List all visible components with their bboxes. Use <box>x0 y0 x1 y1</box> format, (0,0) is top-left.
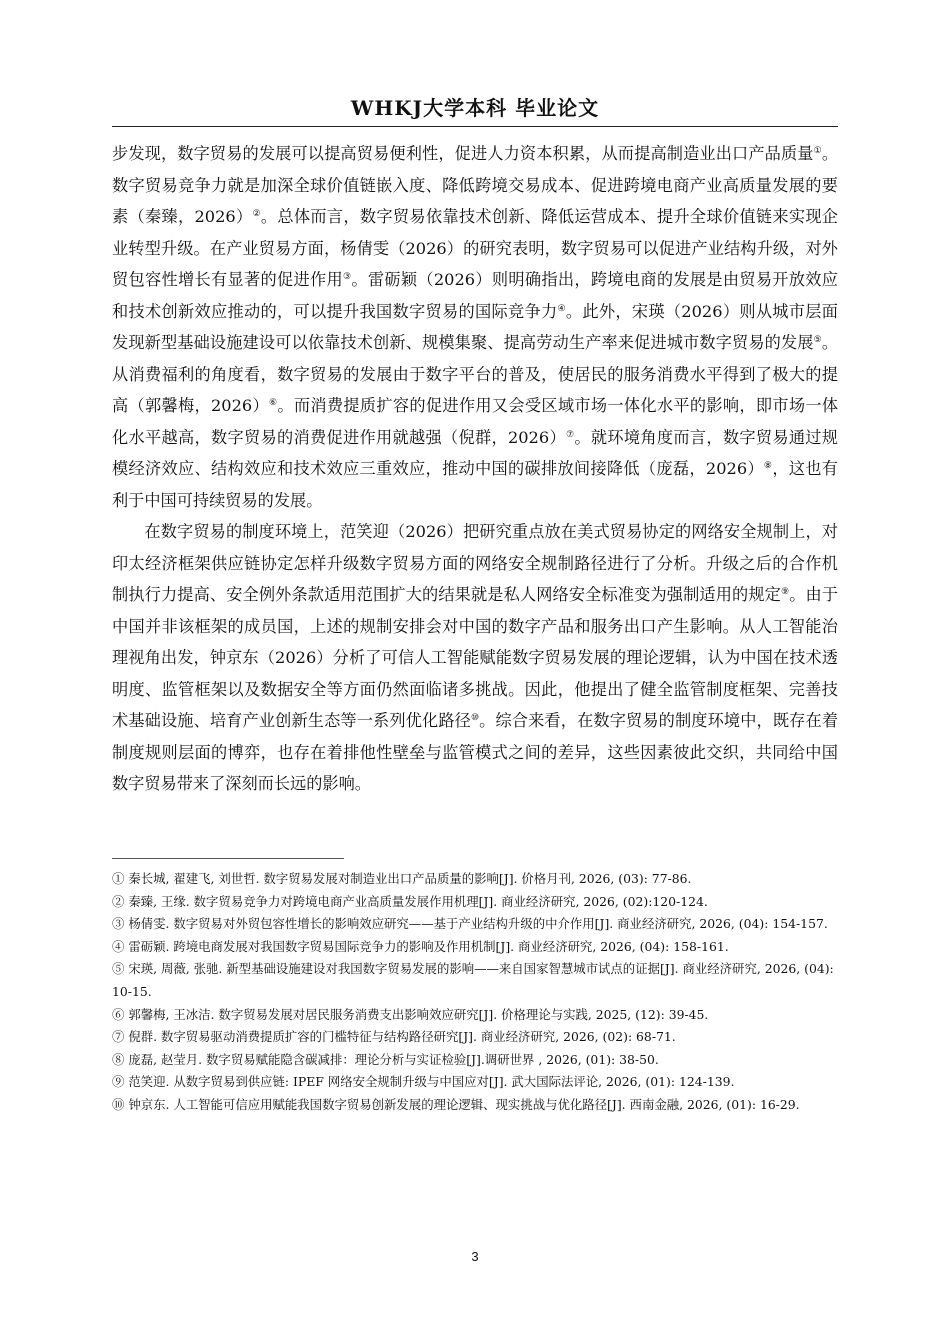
body-sentence: 。此外，宋瑛（2026）则从城市层面发现新型基础设施建设可以依靠技术创新、规模集聚、提高劳动生产率来促进城市数字贸易的发展 <box>112 301 838 352</box>
footnote-ref: ⑨ <box>780 587 790 597</box>
footnote-ref: ⑦ <box>565 429 575 440</box>
body-sentence: 。总体而言，数字贸易依靠技术创新、降低运营成本、提升全球价值链来实现企业转型升级。在产业贸易方面，杨倩雯（2026）的研究表明，数字贸易可以促进产业结构升级，对外贸包容性增长有显著的促进作用 <box>112 207 838 289</box>
body-sentence: 。从消费福利的角度看，数字贸易的发展由于数字平台的普及，使居民的服务消费水平得到了极大的提高（郭馨梅，2026） <box>112 333 838 415</box>
footnote-ref: ② <box>252 209 261 219</box>
footnote-ref: ⑩ <box>470 713 480 723</box>
body-sentence: 步发现，数字贸易的发展可以提高贸易便利性，促进人力资本积累，从而提高制造业出口产品质量 <box>112 144 814 163</box>
footnote-item: ④ 雷砺颖. 跨境电商发展对我国数字贸易国际竞争力的影响及作用机制[J]. 商业经济研究, 2026, (04): 158-161. <box>112 938 729 954</box>
footnote-ref: ⑤ <box>813 335 822 345</box>
body-sentence: 。综合来看，在数字贸易的制度环境中，既存在着制度规则层面的博弈，也存在着排他性壁垒与监管模式之间的差异，这些因素彼此交织，共同给中国数字贸易带来了深刻而长远的影响。 <box>112 711 839 793</box>
footnote-item: ⑥ 郭馨梅, 王冰洁. 数字贸易发展对居民服务消费支出影响效应研究[J]. 价格理论与实践, 2025, (12): 39-45. <box>112 1006 709 1022</box>
paragraph-1 <box>112 138 838 516</box>
footnotes <box>112 868 838 1117</box>
body-sentence: 。数字贸易竞争力就是加深全球价值链嵌入度、降低跨境交易成本、促进跨境电商产业高质量发展的要素（秦臻，2026） <box>112 144 838 226</box>
paragraph-2 <box>112 516 838 800</box>
body-sentence: 。就环境角度而言，数字贸易通过规模经济效应、结构效应和技术效应三重效应，推动中国的碳排放间接降低（庞磊，2026） <box>112 427 838 478</box>
footnote-item: ⑤ 宋瑛, 周薇, 张驰. 新型基础设施建设对我国数字贸易发展的影响——来自国家智慧城市试点的证据[J]. 商业经济研究, 2026, (04): 10-15. <box>112 961 834 999</box>
footnote-item: ③ 杨倩雯. 数字贸易对外贸包容性增长的影响效应研究——基于产业结构升级的中介作用[J]. 商业经济研究, 2026, (04): 154-157. <box>112 916 828 932</box>
footnote-ref: ① <box>813 146 822 156</box>
page-header-title: WHKJ大学本科 毕业论文 <box>350 96 600 120</box>
body-sentence: 在数字贸易的制度环境上，范笑迎（2026）把研究重点放在美式贸易协定的网络安全规制上，对印太经济框架供应链协定怎样升级数字贸易方面的网络安全规制路径进行了分析。升级之后的合作机制执行力提高、安全例外条款适用范围扩大的结果就是私人网络安全标准变为强制适用的规定 <box>112 522 838 604</box>
footnote-item: ⑦ 倪群. 数字贸易驱动消费提质扩容的门槛特征与结构路径研究[J]. 商业经济研究, 2026, (02): 68-71. <box>112 1029 676 1045</box>
body-sentence: ，这也有利于中国可持续贸易的发展。 <box>112 459 838 510</box>
footnote-ref: ⑥ <box>269 398 278 408</box>
body-text <box>112 138 838 800</box>
body-sentence: 。雷砺颖（2026）则明确指出，跨境电商的发展是由贸易开放效应和技术创新效应推动的，可以提升我国数字贸易的国际竞争力 <box>112 270 838 321</box>
header-divider <box>112 126 838 127</box>
footnote-item: ⑧ 庞磊, 赵莹月. 数字贸易赋能隐含碳减排：理论分析与实证检验[J].调研世界 , 2026, (01): 38-50. <box>112 1051 659 1067</box>
footnote-ref: ③ <box>342 272 352 282</box>
footnote-divider <box>112 858 344 859</box>
footnote-item: ⑨ 范笑迎. 从数字贸易到供应链: IPEF 网络安全规制升级与中国应对[J]. 武大国际法评论, 2026, (01): 124-139. <box>112 1074 735 1090</box>
footnote-item: ② 秦臻, 王缘. 数字贸易竞争力对跨境电商产业高质量发展作用机理[J]. 商业经济研究, 2026, (02):120-124. <box>112 893 708 909</box>
footnote-ref: ④ <box>557 303 566 314</box>
footnote-item: ① 秦长城, 翟建飞, 刘世哲. 数字贸易发展对制造业出口产品质量的影响[J]. 价格月刊, 2026, (03): 77-86. <box>112 871 692 886</box>
page-number: 3 <box>471 1249 479 1264</box>
body-sentence: 。而消费提质扩容的促进作用又会受区域市场一体化水平的影响，即市场一体化水平越高，数字贸易的消费促进作用就越强（倪群，2026） <box>112 396 839 447</box>
footnote-item: ⑩ 钟京东. 人工智能可信应用赋能我国数字贸易创新发展的理论逻辑、现实挑战与优化路径[J]. 西南金融, 2026, (01): 16-29. <box>112 1096 800 1112</box>
body-sentence: 。由于中国并非该框架的成员国，上述的规制安排会对中国的数字产品和服务出口产生影响。从人工智能治理视角出发，钟京东（2026）分析了可信人工智能赋能数字贸易发展的理论逻辑，认为中国在技术透明度、监管框架以及数据安全等方面仍然面临诸多挑战。因此，他提出了健全监管制度框架、完善技术基础设施、培育产业创新生态等一系列优化路径 <box>112 585 839 730</box>
footnote-ref: ⑧ <box>763 461 773 471</box>
